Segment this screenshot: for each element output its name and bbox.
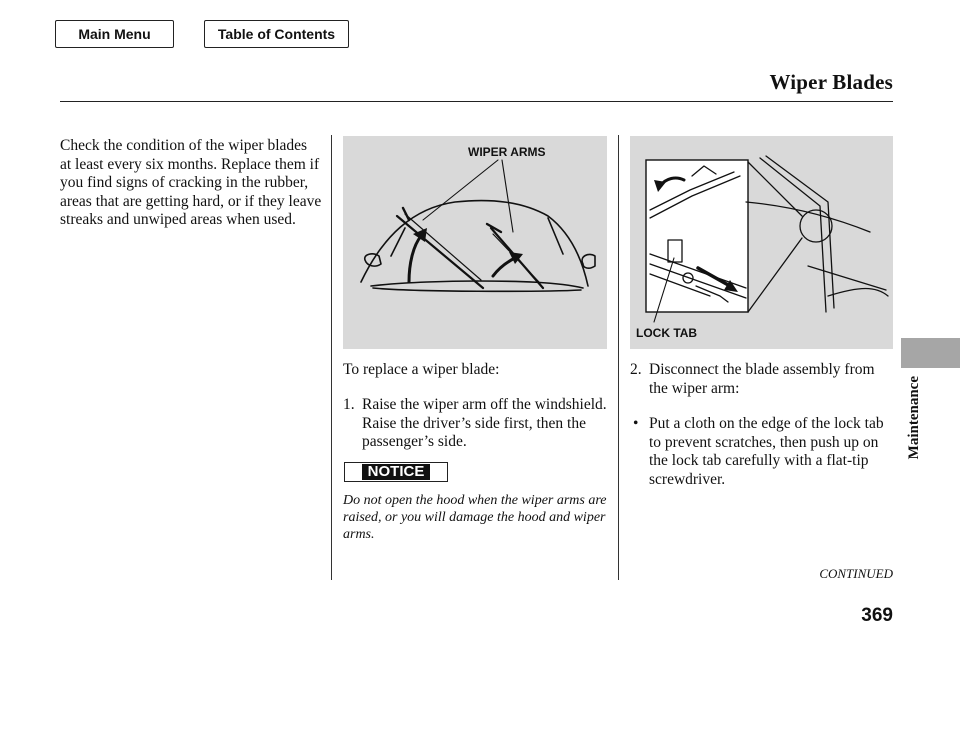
title-divider [60, 101, 893, 102]
step-2-text: Disconnect the blade assembly from the wiper arm: [649, 361, 875, 397]
lock-tab-diagram [630, 136, 893, 349]
intro-paragraph: Check the condition of the wiper blades at least every six months. Replace them if you find signs of cracking in the rubber, areas that are getting hard, or if they leave streaks and unwiped areas when used. [60, 137, 322, 228]
bullet-mark: • [633, 415, 639, 432]
section-tab-marker [901, 338, 960, 368]
section-label [898, 376, 930, 496]
column-divider-left [331, 135, 332, 580]
wiper-arms-illustration [343, 136, 607, 349]
bullet-text: Put a cloth on the edge of the lock tab to prevent scratches, then push up on the lock tab carefully with a flat-tip screwdriver. [649, 415, 884, 488]
notice-badge [344, 462, 448, 482]
continued-label: CONTINUED [819, 566, 893, 581]
steps-intro: To replace a wiper blade: [343, 361, 500, 378]
column-divider-right [618, 135, 619, 580]
page-number: 369 [861, 605, 893, 626]
page-title: Wiper Blades [769, 70, 893, 94]
notice-label: NOTICE [362, 464, 431, 480]
step-1 [343, 396, 607, 456]
windshield-diagram [343, 136, 607, 349]
main-menu-button[interactable]: Main Menu [55, 20, 174, 48]
table-of-contents-button[interactable]: Table of Contents [204, 20, 349, 48]
lock-tab-label: LOCK TAB [636, 326, 698, 340]
step-2 [630, 361, 893, 401]
lock-tab-illustration [630, 136, 893, 349]
step-2-bullet [630, 415, 893, 495]
step-2-number: 2. [630, 361, 642, 378]
wiper-arms-label: WIPER ARMS [468, 145, 546, 159]
step-1-text: Raise the wiper arm off the windshield. Raise the driver’s side first, then the passenger’s side. [362, 396, 607, 450]
section-label-text: Maintenance [905, 376, 922, 460]
step-1-number: 1. [343, 396, 355, 413]
notice-text: Do not open the hood when the wiper arms are raised, or you will damage the hood and wiper arms. [343, 493, 607, 542]
